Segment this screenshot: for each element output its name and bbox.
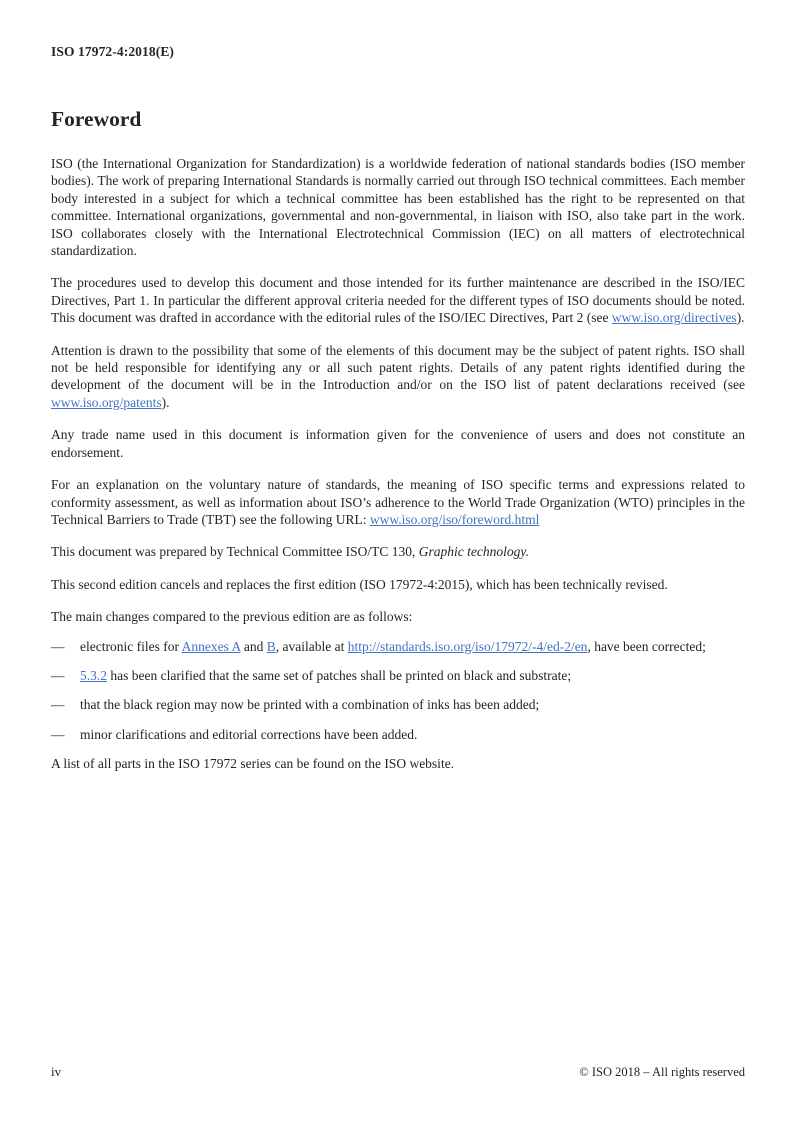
paragraph-prepared-by — [51, 543, 745, 560]
text-segment: Any trade name used in this document is information given for the convenience of users and does not constitute an endorsement. — [51, 427, 745, 460]
text-segment: ISO (the International Organization for Standardization) is a worldwide federation of national standards bodies (ISO member bodies). The work of preparing International Standards is normally carried out through ISO technical committees. Each member body interested in a subject for which a technical committee has been established has the right to be represented on that committee. International organizations, governmental and non-governmental, in liaison with ISO, also take part in the work. ISO collaborates closely with the International Electrotechnical Commission (IEC) on all matters of electrotechnical standardization. — [51, 156, 745, 259]
bullet-text — [80, 696, 745, 713]
paragraph-wto-explanation — [51, 476, 745, 528]
list-item-electronic-files — [51, 638, 745, 655]
link-iso-foreword-url[interactable]: www.iso.org/iso/foreword.html — [369, 511, 540, 527]
dash-marker: — — [51, 726, 65, 742]
text-segment: For an explanation on the voluntary nature of standards, the meaning of ISO specific terms and expressions related to conformity assessment, as well as information about ISO’s adherence to the World Trade Organization (WTO) principles in the Technical Barriers to Trade (TBT) see the following URL: — [51, 477, 745, 527]
text-segment: The main changes compared to the previous edition are as follows: — [51, 609, 413, 625]
paragraph-patent-rights — [51, 342, 745, 412]
page-content — [51, 44, 745, 788]
paragraph-series-list — [51, 755, 745, 772]
text-segment: The procedures used to develop this document and those intended for its further maintenance are described in the ISO/IEC Directives, Part 1. In particular the different approval criteria needed for the different types of ISO documents should be noted. This document was drafted in accordance with the editorial rules of the ISO/IEC Directives, Part 2 (see — [51, 275, 745, 326]
paragraph-main-changes-intro — [51, 608, 745, 625]
link-iso-patents[interactable]: www.iso.org/patents — [51, 394, 162, 410]
list-item-black-region — [51, 696, 745, 713]
paragraph-procedures — [51, 274, 745, 326]
dash-marker: — — [51, 638, 65, 654]
paragraph-second-edition — [51, 576, 745, 593]
paragraph-iso-intro — [51, 155, 745, 259]
text-segment: ). — [736, 310, 745, 326]
page-footer — [51, 1064, 745, 1080]
text-segment: This document was prepared by Technical Committee ISO/TC 130, — [51, 544, 419, 560]
link-clause-5-3-2[interactable]: 5.3.2 — [80, 667, 107, 683]
text-segment: and — [240, 638, 267, 654]
dash-marker: — — [51, 667, 65, 683]
text-segment: A list of all parts in the ISO 17972 series can be found on the ISO website. — [51, 756, 455, 772]
text-segment: that the black region may now be printed with a combination of inks has been added; — [80, 697, 540, 713]
text-segment: ). — [161, 394, 170, 410]
link-iso-directives[interactable]: www.iso.org/directives — [611, 310, 737, 326]
link-annexes-a[interactable]: Annexes A — [181, 638, 241, 654]
document-id: ISO 17972-4:2018(E) — [51, 44, 175, 59]
text-segment: minor clarifications and editorial corrections have been added. — [80, 726, 418, 742]
committee-name-italic: Graphic technology. — [418, 544, 529, 560]
text-segment: electronic files for — [80, 638, 182, 654]
dash-marker: — — [51, 697, 65, 713]
list-item-minor-clarifications — [51, 726, 745, 743]
text-segment: This second edition cancels and replaces the first edition (ISO 17972-4:2015), which has been technically revised. — [51, 576, 668, 592]
link-standards-url[interactable]: http://standards.iso.org/iso/17972/-4/ed-2/en — [347, 638, 588, 654]
text-segment: , have been corrected; — [587, 638, 706, 654]
bullet-text — [80, 638, 745, 655]
paragraph-trade-name — [51, 426, 745, 461]
text-segment: Attention is drawn to the possibility that some of the elements of this document may be the subject of patent rights. ISO shall not be held responsible for identifying any or all such patent rights. Details of any patent rights identified during the development of the document will be in the Introduction and/or on the ISO list of patent declarations received (see — [51, 342, 745, 393]
copyright-notice: © ISO 2018 – All rights reserved — [579, 1065, 745, 1079]
page-title: Foreword — [51, 107, 142, 131]
bullet-text — [80, 667, 745, 684]
page-number: iv — [51, 1064, 62, 1079]
text-segment: , available at — [275, 638, 348, 654]
list-item-clause-clarified — [51, 667, 745, 684]
bullet-text — [80, 726, 745, 743]
text-segment: has been clarified that the same set of patches shall be printed on black and substrate; — [107, 667, 572, 683]
link-annex-b[interactable]: B — [266, 638, 276, 654]
